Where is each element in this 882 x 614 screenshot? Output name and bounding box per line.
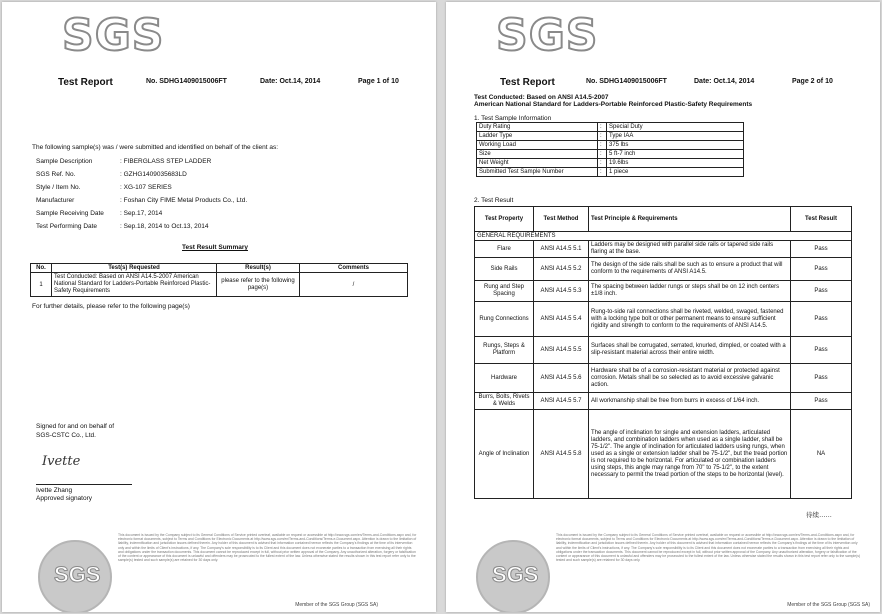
report-page-2 <box>446 2 880 612</box>
table-row <box>475 302 852 337</box>
info-label: Working Load <box>477 141 598 150</box>
info-label: Style / Item No. <box>36 184 81 191</box>
section-sample-info: 1. Test Sample Information <box>474 115 552 122</box>
info-value: Type IAA <box>607 132 744 141</box>
info-colon: : <box>598 132 607 141</box>
row-no: 1 <box>31 273 52 297</box>
table-row <box>477 141 744 150</box>
info-colon: : <box>598 141 607 150</box>
test-result-cell: Pass <box>791 258 852 281</box>
member-text: Member of the SGS Group (SGS SA) <box>295 602 378 608</box>
info-value: Special Duty <box>607 123 744 132</box>
table-row <box>31 273 408 297</box>
col-test-principle: Test Principle & Requirements <box>589 207 791 232</box>
test-result-table <box>474 206 852 499</box>
info-colon: : <box>598 168 607 177</box>
test-principle-cell: The spacing between ladder rungs or steps shall be on 12 inch centers ±1/8 inch. <box>589 281 791 302</box>
table-row <box>475 281 852 302</box>
report-title: Test Report <box>500 77 555 88</box>
info-value: 19.6lbs <box>607 159 744 168</box>
sgs-seal: SGS <box>38 540 112 612</box>
signature-line <box>36 484 132 485</box>
table-row <box>477 168 744 177</box>
table-row <box>475 410 852 499</box>
report-date: Date: Oct.14, 2014 <box>694 78 755 85</box>
test-result-cell: Pass <box>791 393 852 410</box>
test-property-cell: Side Rails <box>475 258 534 281</box>
test-property-cell: Hardware <box>475 364 534 393</box>
info-value: 375 lbs <box>607 141 744 150</box>
test-method-cell: ANSI A14.5 5.1 <box>534 241 589 258</box>
row-comments: / <box>300 273 408 297</box>
info-label: Ladder Type <box>477 132 598 141</box>
info-value: : XG-107 SERIES <box>120 184 172 191</box>
col-tests: Test(s) Requested <box>52 264 217 273</box>
summary-title: Test Result Summary <box>182 244 248 251</box>
row-result: please refer to the following page(s) <box>217 273 300 297</box>
info-colon: : <box>598 150 607 159</box>
summary-header-row <box>31 264 408 273</box>
report-page-1 <box>2 2 436 612</box>
test-method-cell: ANSI A14.5 5.8 <box>534 410 589 499</box>
table-row <box>477 159 744 168</box>
general-requirements-label: GENERAL REQUIREMENTS <box>475 232 852 241</box>
test-method-cell: ANSI A14.5 5.5 <box>534 337 589 364</box>
signatory-role: Approved signatory <box>36 495 93 502</box>
test-method-cell: ANSI A14.5 5.2 <box>534 258 589 281</box>
info-label: Duty Rating <box>477 123 598 132</box>
test-method-cell: ANSI A14.5 5.4 <box>534 302 589 337</box>
test-result-cell: Pass <box>791 364 852 393</box>
col-test-property: Test Property <box>475 207 534 232</box>
info-label: Test Performing Date <box>36 223 98 230</box>
info-value: : Foshan City FIME Metal Products Co., Ltd. <box>120 197 248 204</box>
test-result-cell: Pass <box>791 241 852 258</box>
info-label: Sample Receiving Date <box>36 210 104 217</box>
table-row <box>475 337 852 364</box>
test-principle-cell: All workmanship shall be free from burrs in excess of 1/64 inch. <box>589 393 791 410</box>
report-header <box>2 78 436 92</box>
info-label: Manufacturer <box>36 197 75 204</box>
further-details-text: For further details, please refer to the following page(s) <box>32 303 190 310</box>
sgs-logo: SGS <box>62 10 165 61</box>
test-principle-cell: Surfaces shall be corrugated, serrated, knurled, dimpled, or coated with a slip-resistant material across their entire width. <box>589 337 791 364</box>
sgs-seal: SGS <box>476 540 550 612</box>
report-header <box>446 78 880 92</box>
legal-footer: This document is issued by the Company subject to its General Conditions of Service printed overleaf, available on request or accessible at http://www.sgs.com/en/Terms-and-Conditions.aspx and, for electronic format documents, subject to Terms and Conditions for Electronic Documents at http://www.sgs.com/en/Terms-and-Conditions/Terms-e-Document.aspx. Attention is drawn to the limitation of liability, indemnification and jurisdiction issues defined therein. Any holder of this document is advised that information contained hereon reflects the Company's findings at the time of its intervention only and within the limits of Client's instructions, if any. The Company's sole responsibility is to its Client and this document does not exonerate parties to a transaction from exercising all their rights and obligations under the transaction documents. This document cannot be reproduced except in full, without prior written approval of the Company. Any unauthorized alteration, forgery or falsification of the content or appearance of this document is unlawful and offenders may be prosecuted to the fullest extent of the law. Unless otherwise stated the results shown in this test report refer only to the sample(s) tested and such sample(s) are retained for 30 days only. <box>118 533 417 563</box>
report-date: Date: Oct.14, 2014 <box>260 78 321 85</box>
signature-image: Ivette <box>42 454 81 469</box>
continued-mark: 待续…… <box>806 512 832 519</box>
test-principle-cell: Rung-to-side rail connections shall be riveted, welded, swaged, fastened with a locking type bolt or other permanent means to ensure sufficient rigidity and strength to conform to the requirements of ANSI A14.5. <box>589 302 791 337</box>
page-number: Page 2 of 10 <box>792 78 833 85</box>
general-requirements-row <box>475 232 852 241</box>
info-label: Sample Description <box>36 158 93 165</box>
row-test: Test Conducted: Based on ANSI A14.5-2007 American National Standard for Ladders-Portable Reinforced Plastic-Safety Requirements <box>52 273 217 297</box>
signatory-name: Ivette Zhang <box>36 487 73 494</box>
test-method-cell: ANSI A14.5 5.7 <box>534 393 589 410</box>
info-label: Submitted Test Sample Number <box>477 168 598 177</box>
sgs-logo: SGS <box>496 10 599 61</box>
test-method-cell: ANSI A14.5 5.6 <box>534 364 589 393</box>
col-no: No. <box>31 264 52 273</box>
col-test-method: Test Method <box>534 207 589 232</box>
standard-title: American National Standard for Ladders-Portable Reinforced Plastic-Safety Requirements <box>474 101 753 108</box>
col-results: Result(s) <box>217 264 300 273</box>
info-label: Net Weight <box>477 159 598 168</box>
page-number: Page 1 of 10 <box>358 78 399 85</box>
test-conducted: Test Conducted: Based on ANSI A14.5-2007 <box>474 94 609 101</box>
result-header-row <box>475 207 852 232</box>
test-property-cell: Burrs, Bolts, Rivets & Welds <box>475 393 534 410</box>
section-test-result: 2. Test Result <box>474 197 514 204</box>
table-row <box>477 123 744 132</box>
test-property-cell: Flare <box>475 241 534 258</box>
intro-text: The following sample(s) was / were submitted and identified on behalf of the client as: <box>32 144 279 151</box>
sample-info-table <box>476 122 744 177</box>
test-result-cell: Pass <box>791 281 852 302</box>
report-title: Test Report <box>58 77 113 88</box>
test-principle-cell: Ladders may be designed with parallel side rails or tapered side rails flaring at the base. <box>589 241 791 258</box>
info-value: : GZHG1409035683LD <box>120 171 187 178</box>
test-principle-cell: The angle of inclination for single and extension ladders, articulated ladders, and combination ladders when used as a single ladder, shall be 75-1/2". The angle of inclination for articulated ladders using rungs, when used as a single or extension ladder shall be 75-1/2", but the tread portion is not required to be horizontal. For articulated or combination ladders using steps, this angle may range from 70" to 75-1/2", to the extent necessary to permit the tread portion of the steps to be horizontal (level). <box>589 410 791 499</box>
table-row <box>477 150 744 159</box>
test-result-cell: NA <box>791 410 852 499</box>
col-comments: Comments <box>300 264 408 273</box>
test-property-cell: Rung Connections <box>475 302 534 337</box>
test-property-cell: Rung and Step Spacing <box>475 281 534 302</box>
table-row <box>477 132 744 141</box>
signed-on-behalf: Signed for and on behalf of <box>36 423 115 430</box>
test-result-cell: Pass <box>791 302 852 337</box>
test-principle-cell: Hardware shall be of a corrosion-resistant material or protected against corrosion. Metals shall be so selected as to avoid excessive galvanic action. <box>589 364 791 393</box>
company-name: SGS-CSTC Co., Ltd. <box>36 432 96 439</box>
info-label: SGS Ref. No. <box>36 171 76 178</box>
info-label: Size <box>477 150 598 159</box>
legal-footer: This document is issued by the Company subject to its General Conditions of Service printed overleaf, available on request or accessible at http://www.sgs.com/en/Terms-and-Conditions.aspx and, for electronic format documents, subject to Terms and Conditions for Electronic Documents at http://www.sgs.com/en/Terms-and-Conditions/Terms-e-Document.aspx. Attention is drawn to the limitation of liability, indemnification and jurisdiction issues defined therein. Any holder of this document is advised that information contained hereon reflects the Company's findings at the time of its intervention only and within the limits of Client's instructions, if any. The Company's sole responsibility is to its Client and this document does not exonerate parties to a transaction from exercising all their rights and obligations under the transaction documents. This document cannot be reproduced except in full, without prior written approval of the Company. Any unauthorized alteration, forgery or falsification of the content or appearance of this document is unlawful and offenders may be prosecuted to the fullest extent of the law. Unless otherwise stated the results shown in this test report refer only to the sample(s) tested and such sample(s) are retained for 30 days only. <box>556 533 861 563</box>
test-principle-cell: The design of the side rails shall be such as to ensure a product that will conform to the requirements of ANSI A14.5. <box>589 258 791 281</box>
test-method-cell: ANSI A14.5 5.3 <box>534 281 589 302</box>
test-property-cell: Rungs, Steps & Platform <box>475 337 534 364</box>
info-colon: : <box>598 123 607 132</box>
member-text: Member of the SGS Group (SGS SA) <box>787 602 870 608</box>
table-row <box>475 393 852 410</box>
info-colon: : <box>598 159 607 168</box>
test-result-cell: Pass <box>791 337 852 364</box>
report-number: No. SDHG1409015006FT <box>586 78 667 85</box>
report-number: No. SDHG1409015006FT <box>146 78 227 85</box>
test-property-cell: Angle of Inclination <box>475 410 534 499</box>
table-row <box>475 258 852 281</box>
col-test-result: Test Result <box>791 207 852 232</box>
table-row <box>475 241 852 258</box>
info-value: : Sep.17, 2014 <box>120 210 163 217</box>
info-value: : FIBERGLASS STEP LADDER <box>120 158 212 165</box>
info-value: 1 piece <box>607 168 744 177</box>
info-value: : Sep.18, 2014 to Oct.13, 2014 <box>120 223 209 230</box>
info-value: 5 ft-7 inch <box>607 150 744 159</box>
summary-table <box>30 263 408 297</box>
table-row <box>475 364 852 393</box>
